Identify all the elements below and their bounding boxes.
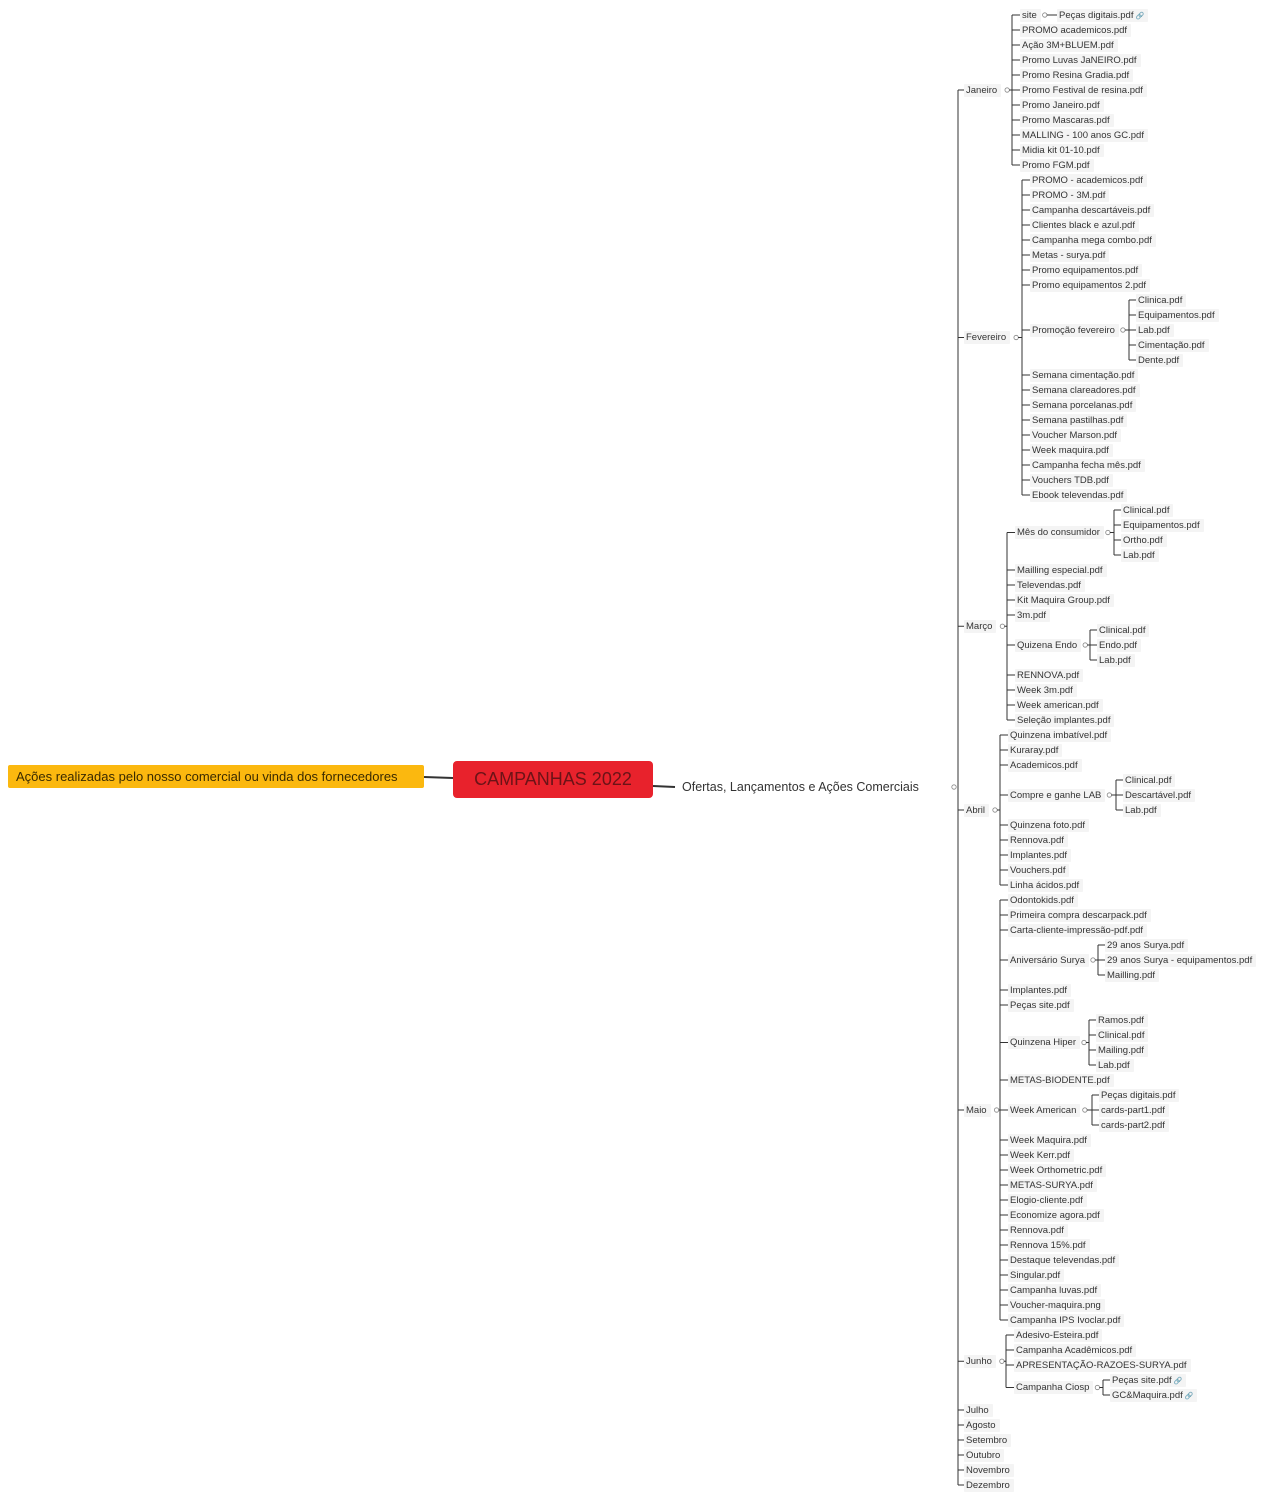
topic-4-3[interactable] xyxy=(1008,954,1089,967)
topic-text: Dente.pdf xyxy=(1138,354,1180,366)
topic-text: site xyxy=(1022,9,1037,21)
topic-4-16[interactable] xyxy=(1008,1239,1090,1252)
topic-text: Quinzena Hiper xyxy=(1010,1037,1077,1048)
topic-2-8[interactable] xyxy=(1015,699,1103,712)
topic-3-7[interactable] xyxy=(1008,864,1069,877)
topic-text: PROMO - academicos.pdf xyxy=(1032,174,1143,186)
topic-text: Campanha descartáveis.pdf xyxy=(1032,204,1151,216)
topic-text: Cimentação.pdf xyxy=(1138,339,1205,351)
topic-1-2[interactable] xyxy=(1030,204,1154,217)
topic-1-4[interactable] xyxy=(1030,234,1156,247)
topic-text: Primeira compra descarpack.pdf xyxy=(1010,909,1147,921)
topic-text: Adesivo-Esteira.pdf xyxy=(1016,1329,1099,1341)
topic-text: Clinical.pdf xyxy=(1099,624,1146,636)
subtopic-3-3-1[interactable] xyxy=(1123,789,1195,802)
topic-text: Week Orthometric.pdf xyxy=(1010,1164,1103,1176)
topic-text: cards-part1.pdf xyxy=(1101,1104,1165,1116)
topic-text: Promo Janeiro.pdf xyxy=(1022,99,1100,111)
topic-text: Kit Maquira Group.pdf xyxy=(1017,594,1110,606)
subtopic-4-3-1[interactable] xyxy=(1105,954,1256,967)
topic-text: Janeiro xyxy=(966,84,998,96)
topic-4-1[interactable] xyxy=(1008,909,1151,922)
topic-text: MALLING - 100 anos GC.pdf xyxy=(1022,129,1144,141)
subtopic-2-0-2[interactable] xyxy=(1121,534,1167,547)
topic-2-3[interactable] xyxy=(1015,594,1114,607)
topic-1-0[interactable] xyxy=(1030,174,1147,187)
topic-text: Novembro xyxy=(966,1464,1010,1476)
topic-text: Week Maquira.pdf xyxy=(1010,1134,1087,1146)
topic-text: Endo.pdf xyxy=(1099,639,1138,651)
subtopic-2-0-0[interactable] xyxy=(1121,504,1173,517)
topic-text: Week Kerr.pdf xyxy=(1010,1149,1071,1161)
topic-1-13[interactable] xyxy=(1030,429,1121,442)
topic-text: Peças digitais.pdf xyxy=(1101,1089,1176,1101)
subtopic-2-5-0[interactable] xyxy=(1097,624,1149,637)
topic-text: Julho xyxy=(966,1404,989,1416)
topic-text: Ebook televendas.pdf xyxy=(1032,489,1124,501)
topic-text: Lab.pdf xyxy=(1138,324,1170,336)
topic-1-3[interactable] xyxy=(1030,219,1139,232)
topic-text: Midia kit 01-10.pdf xyxy=(1022,144,1100,156)
topic-4-21[interactable] xyxy=(1008,1314,1124,1327)
topic-1-10[interactable] xyxy=(1030,384,1140,397)
topic-text: Implantes.pdf xyxy=(1010,984,1068,996)
topic-text: Lab.pdf xyxy=(1125,804,1157,816)
subtopic-4-6-3[interactable] xyxy=(1096,1059,1134,1072)
subtopic-4-8-0[interactable] xyxy=(1099,1089,1179,1102)
subtopic-4-3-0[interactable] xyxy=(1105,939,1188,952)
topic-text: Dezembro xyxy=(966,1479,1010,1491)
topic-text: Clinical.pdf xyxy=(1123,504,1170,516)
topic-5-2[interactable] xyxy=(1014,1359,1191,1372)
topic-text: GC&Maquira.pdf xyxy=(1112,1389,1183,1401)
month-topic-3[interactable] xyxy=(964,804,989,817)
topic-0-10[interactable] xyxy=(1020,159,1094,172)
month-topic-9[interactable] xyxy=(964,1449,1004,1462)
subtopic-2-0-1[interactable] xyxy=(1121,519,1204,532)
topic-text: Promo equipamentos 2.pdf xyxy=(1032,279,1147,291)
topic-4-18[interactable] xyxy=(1008,1269,1064,1282)
subtopic-4-8-1[interactable] xyxy=(1099,1104,1169,1117)
topic-4-14[interactable] xyxy=(1008,1209,1104,1222)
note-topic[interactable]: Ações realizadas pelo nosso comercial ou vinda dos fornecedores xyxy=(8,765,424,788)
topic-text: Compre e ganhe LAB xyxy=(1010,789,1102,801)
topic-text: Agosto xyxy=(966,1419,996,1431)
topic-2-4[interactable] xyxy=(1015,609,1050,622)
topic-text: Lab.pdf xyxy=(1099,654,1131,666)
topic-text: METAS-BIODENTE.pdf xyxy=(1010,1074,1110,1086)
link-icon[interactable]: 🔗 xyxy=(1173,1377,1183,1385)
month-topic-1[interactable] xyxy=(964,331,1010,344)
topic-text: Televendas.pdf xyxy=(1017,579,1081,591)
topic-text: Metas - surya.pdf xyxy=(1032,249,1106,261)
topic-text: Week American xyxy=(1010,1104,1077,1116)
topic-text: Ortho.pdf xyxy=(1123,534,1163,546)
topic-text: Semana porcelanas.pdf xyxy=(1032,399,1133,411)
link-icon[interactable]: 🔗 xyxy=(1135,12,1145,20)
topic-1-15[interactable] xyxy=(1030,459,1145,472)
topic-text: Promo equipamentos.pdf xyxy=(1032,264,1139,276)
topic-1-5[interactable] xyxy=(1030,249,1109,262)
topic-4-2[interactable] xyxy=(1008,924,1147,937)
topic-text: Campanha mega combo.pdf xyxy=(1032,234,1152,246)
topic-1-17[interactable] xyxy=(1030,489,1127,502)
topic-text: Rennova.pdf xyxy=(1010,1224,1064,1236)
topic-text: 29 anos Surya.pdf xyxy=(1107,939,1185,951)
topic-text: Singular.pdf xyxy=(1010,1269,1061,1281)
subtopic-2-0-3[interactable] xyxy=(1121,549,1159,562)
topic-text: Seleção implantes.pdf xyxy=(1017,714,1111,726)
month-topic-4[interactable] xyxy=(964,1104,991,1117)
topic-text: Week maquira.pdf xyxy=(1032,444,1109,456)
topic-text: Elogio-cliente.pdf xyxy=(1010,1194,1083,1206)
topic-text: APRESENTAÇÃO-RAZOES-SURYA.pdf xyxy=(1016,1359,1187,1371)
topic-text: Promo Resina Gradia.pdf xyxy=(1022,69,1130,81)
topic-text: Promoção fevereiro xyxy=(1032,324,1115,336)
topic-text: Quinzena foto.pdf xyxy=(1010,819,1085,831)
topic-3-0[interactable] xyxy=(1008,729,1111,742)
topic-3-3[interactable] xyxy=(1008,789,1105,802)
topic-text: Fevereiro xyxy=(966,332,1007,343)
topic-text: Rennova.pdf xyxy=(1010,834,1064,846)
topic-text: Kuraray.pdf xyxy=(1010,744,1059,756)
topic-text: Março xyxy=(966,620,993,632)
topic-4-8[interactable] xyxy=(1008,1104,1080,1117)
topic-2-9[interactable] xyxy=(1015,714,1114,727)
topic-text: Campanha IPS Ivoclar.pdf xyxy=(1010,1314,1121,1326)
subtopic-1-8-4[interactable] xyxy=(1136,354,1183,367)
topic-text: Rennova 15%.pdf xyxy=(1010,1239,1086,1251)
topic-text: Descartável.pdf xyxy=(1125,789,1192,801)
topic-0-0[interactable] xyxy=(1020,9,1041,22)
topic-text: Campanha fecha mês.pdf xyxy=(1032,459,1141,471)
topic-text: Mailling especial.pdf xyxy=(1017,564,1103,576)
topic-0-5[interactable] xyxy=(1020,84,1147,97)
link-icon[interactable]: 🔗 xyxy=(1184,1392,1194,1400)
topic-text: Week american.pdf xyxy=(1017,699,1099,711)
topic-3-8[interactable] xyxy=(1008,879,1083,892)
topic-3-4[interactable] xyxy=(1008,819,1089,832)
topic-text: Campanha Acadêmicos.pdf xyxy=(1016,1344,1133,1356)
topic-3-5[interactable] xyxy=(1008,834,1068,847)
topic-text: METAS-SURYA.pdf xyxy=(1010,1179,1093,1191)
root-topic[interactable]: CAMPANHAS 2022 xyxy=(453,761,653,798)
topic-4-9[interactable] xyxy=(1008,1134,1091,1147)
topic-0-8[interactable] xyxy=(1020,129,1148,142)
topic-text: Carta-cliente-impressão-pdf.pdf xyxy=(1010,924,1144,936)
topic-0-7[interactable] xyxy=(1020,114,1114,127)
topic-text: Voucher-maquira.png xyxy=(1010,1299,1101,1311)
topic-4-10[interactable] xyxy=(1008,1149,1074,1162)
month-topic-0[interactable] xyxy=(964,84,1001,97)
topic-4-15[interactable] xyxy=(1008,1224,1068,1237)
month-topic-7[interactable] xyxy=(964,1419,1000,1432)
topic-4-11[interactable] xyxy=(1008,1164,1106,1177)
topic-1-7[interactable] xyxy=(1030,279,1150,292)
subtopic-0-0-0[interactable] xyxy=(1057,9,1148,22)
subtopic-4-3-2[interactable] xyxy=(1105,969,1159,982)
topic-5-1[interactable] xyxy=(1014,1344,1136,1357)
topic-text: Maio xyxy=(966,1104,987,1116)
topic-1-1[interactable] xyxy=(1030,189,1109,202)
topic-text: Abril xyxy=(966,804,986,816)
subtopic-1-8-0[interactable] xyxy=(1136,294,1186,307)
topic-text: Vouchers TDB.pdf xyxy=(1032,474,1109,486)
topic-text: Quinzena imbatível.pdf xyxy=(1010,729,1108,741)
topic-1-14[interactable] xyxy=(1030,444,1113,457)
topic-4-17[interactable] xyxy=(1008,1254,1119,1267)
topic-4-12[interactable] xyxy=(1008,1179,1097,1192)
topic-text: Peças site.pdf xyxy=(1010,999,1070,1011)
topic-text: Week 3m.pdf xyxy=(1017,684,1073,696)
main-topic[interactable]: Ofertas, Lançamentos e Ações Comerciais xyxy=(682,780,919,794)
topic-text: Quizena Endo xyxy=(1017,639,1078,651)
topic-2-2[interactable] xyxy=(1015,579,1085,592)
topic-0-1[interactable] xyxy=(1020,24,1131,37)
subtopic-2-5-1[interactable] xyxy=(1097,639,1141,652)
topic-text: 3m.pdf xyxy=(1017,609,1047,621)
topic-text: Peças digitais.pdf xyxy=(1059,9,1134,21)
subtopic-4-6-1[interactable] xyxy=(1096,1029,1148,1042)
topic-4-13[interactable] xyxy=(1008,1194,1087,1207)
subtopic-4-6-0[interactable] xyxy=(1096,1014,1148,1027)
topic-text: cards-part2.pdf xyxy=(1101,1119,1165,1131)
topic-0-3[interactable] xyxy=(1020,54,1141,67)
topic-text: Odontokids.pdf xyxy=(1010,894,1074,906)
topic-3-1[interactable] xyxy=(1008,744,1062,757)
topic-4-20[interactable] xyxy=(1008,1299,1105,1312)
topic-text: Voucher Marson.pdf xyxy=(1032,429,1118,441)
topic-text: Clinical.pdf xyxy=(1098,1029,1145,1041)
topic-2-0[interactable] xyxy=(1015,526,1104,539)
topic-4-0[interactable] xyxy=(1008,894,1078,907)
topic-text: Clinica.pdf xyxy=(1138,294,1183,306)
topic-4-4[interactable] xyxy=(1008,984,1071,997)
topic-text: Lab.pdf xyxy=(1098,1059,1130,1071)
topic-1-6[interactable] xyxy=(1030,264,1142,277)
topic-0-4[interactable] xyxy=(1020,69,1133,82)
topic-text: Semana pastilhas.pdf xyxy=(1032,414,1124,426)
topic-text: Equipamentos.pdf xyxy=(1138,309,1215,321)
topic-1-16[interactable] xyxy=(1030,474,1113,487)
topic-text: Economize agora.pdf xyxy=(1010,1209,1100,1221)
subtopic-1-8-2[interactable] xyxy=(1136,324,1174,337)
subtopic-4-6-2[interactable] xyxy=(1096,1044,1148,1057)
topic-text: Linha ácidos.pdf xyxy=(1010,879,1080,891)
topic-text: PROMO academicos.pdf xyxy=(1022,24,1128,36)
subtopic-2-5-2[interactable] xyxy=(1097,654,1135,667)
topic-0-9[interactable] xyxy=(1020,144,1104,157)
topic-0-6[interactable] xyxy=(1020,99,1104,112)
subtopic-5-3-1[interactable] xyxy=(1110,1389,1197,1402)
topic-2-1[interactable] xyxy=(1015,564,1107,577)
topic-text: Peças site.pdf xyxy=(1112,1374,1172,1386)
topic-4-19[interactable] xyxy=(1008,1284,1101,1297)
topic-0-2[interactable] xyxy=(1020,39,1118,52)
subtopic-3-3-2[interactable] xyxy=(1123,804,1161,817)
topic-text: Lab.pdf xyxy=(1123,549,1155,561)
topic-1-8[interactable] xyxy=(1030,324,1119,337)
topic-text: Promo Festival de resina.pdf xyxy=(1022,84,1143,96)
topic-text: 29 anos Surya - equipamentos.pdf xyxy=(1107,954,1253,966)
topic-5-0[interactable] xyxy=(1014,1329,1102,1342)
topic-text: Mailing.pdf xyxy=(1098,1044,1144,1056)
month-topic-11[interactable] xyxy=(964,1479,1014,1492)
topic-text: PROMO - 3M.pdf xyxy=(1032,189,1106,201)
topic-3-6[interactable] xyxy=(1008,849,1071,862)
subtopic-5-3-0[interactable] xyxy=(1110,1374,1186,1387)
topic-text: Clientes black e azul.pdf xyxy=(1032,219,1135,231)
topic-text: Mês do consumidor xyxy=(1017,527,1100,538)
month-topic-8[interactable] xyxy=(964,1434,1011,1447)
subtopic-1-8-1[interactable] xyxy=(1136,309,1219,322)
subtopic-1-8-3[interactable] xyxy=(1136,339,1209,352)
topic-text: Aniversário Surya xyxy=(1010,954,1085,966)
topic-2-7[interactable] xyxy=(1015,684,1077,697)
topic-text: Campanha luvas.pdf xyxy=(1010,1284,1098,1296)
subtopic-3-3-0[interactable] xyxy=(1123,774,1175,787)
topic-text: Vouchers.pdf xyxy=(1010,864,1066,876)
topic-text: Junho xyxy=(966,1355,992,1367)
month-topic-10[interactable] xyxy=(964,1464,1014,1477)
topic-4-5[interactable] xyxy=(1008,999,1074,1012)
topic-text: Implantes.pdf xyxy=(1010,849,1068,861)
topic-5-3[interactable] xyxy=(1014,1381,1093,1394)
topic-text: Destaque televendas.pdf xyxy=(1010,1254,1116,1266)
topic-text: Promo Mascaras.pdf xyxy=(1022,114,1110,126)
month-topic-6[interactable] xyxy=(964,1404,993,1417)
topic-text: Ação 3M+BLUEM.pdf xyxy=(1022,39,1114,51)
subtopic-4-8-2[interactable] xyxy=(1099,1119,1169,1132)
topic-4-7[interactable] xyxy=(1008,1074,1114,1087)
topic-text: Equipamentos.pdf xyxy=(1123,519,1200,531)
topic-text: Promo Luvas JaNEIRO.pdf xyxy=(1022,54,1137,66)
topic-text: Campanha Ciosp xyxy=(1016,1382,1090,1393)
topic-text: Setembro xyxy=(966,1434,1008,1446)
topic-text: Semana cimentação.pdf xyxy=(1032,369,1135,381)
topic-1-11[interactable] xyxy=(1030,399,1136,412)
topic-1-12[interactable] xyxy=(1030,414,1127,427)
topic-text: Clinical.pdf xyxy=(1125,774,1172,786)
topic-text: Outubro xyxy=(966,1449,1001,1461)
topic-text: Academicos.pdf xyxy=(1010,759,1078,771)
topic-3-2[interactable] xyxy=(1008,759,1082,772)
topic-4-6[interactable] xyxy=(1008,1036,1080,1049)
topic-text: Semana clareadores.pdf xyxy=(1032,384,1136,396)
topic-2-6[interactable] xyxy=(1015,669,1083,682)
topic-text: Mailling.pdf xyxy=(1107,969,1156,981)
month-topic-5[interactable] xyxy=(964,1355,996,1368)
topic-text: Promo FGM.pdf xyxy=(1022,159,1090,171)
topic-text: RENNOVA.pdf xyxy=(1017,669,1080,681)
month-topic-2[interactable] xyxy=(964,620,996,633)
topic-1-9[interactable] xyxy=(1030,369,1138,382)
topic-text: Ramos.pdf xyxy=(1098,1014,1144,1026)
topic-2-5[interactable] xyxy=(1015,639,1081,652)
